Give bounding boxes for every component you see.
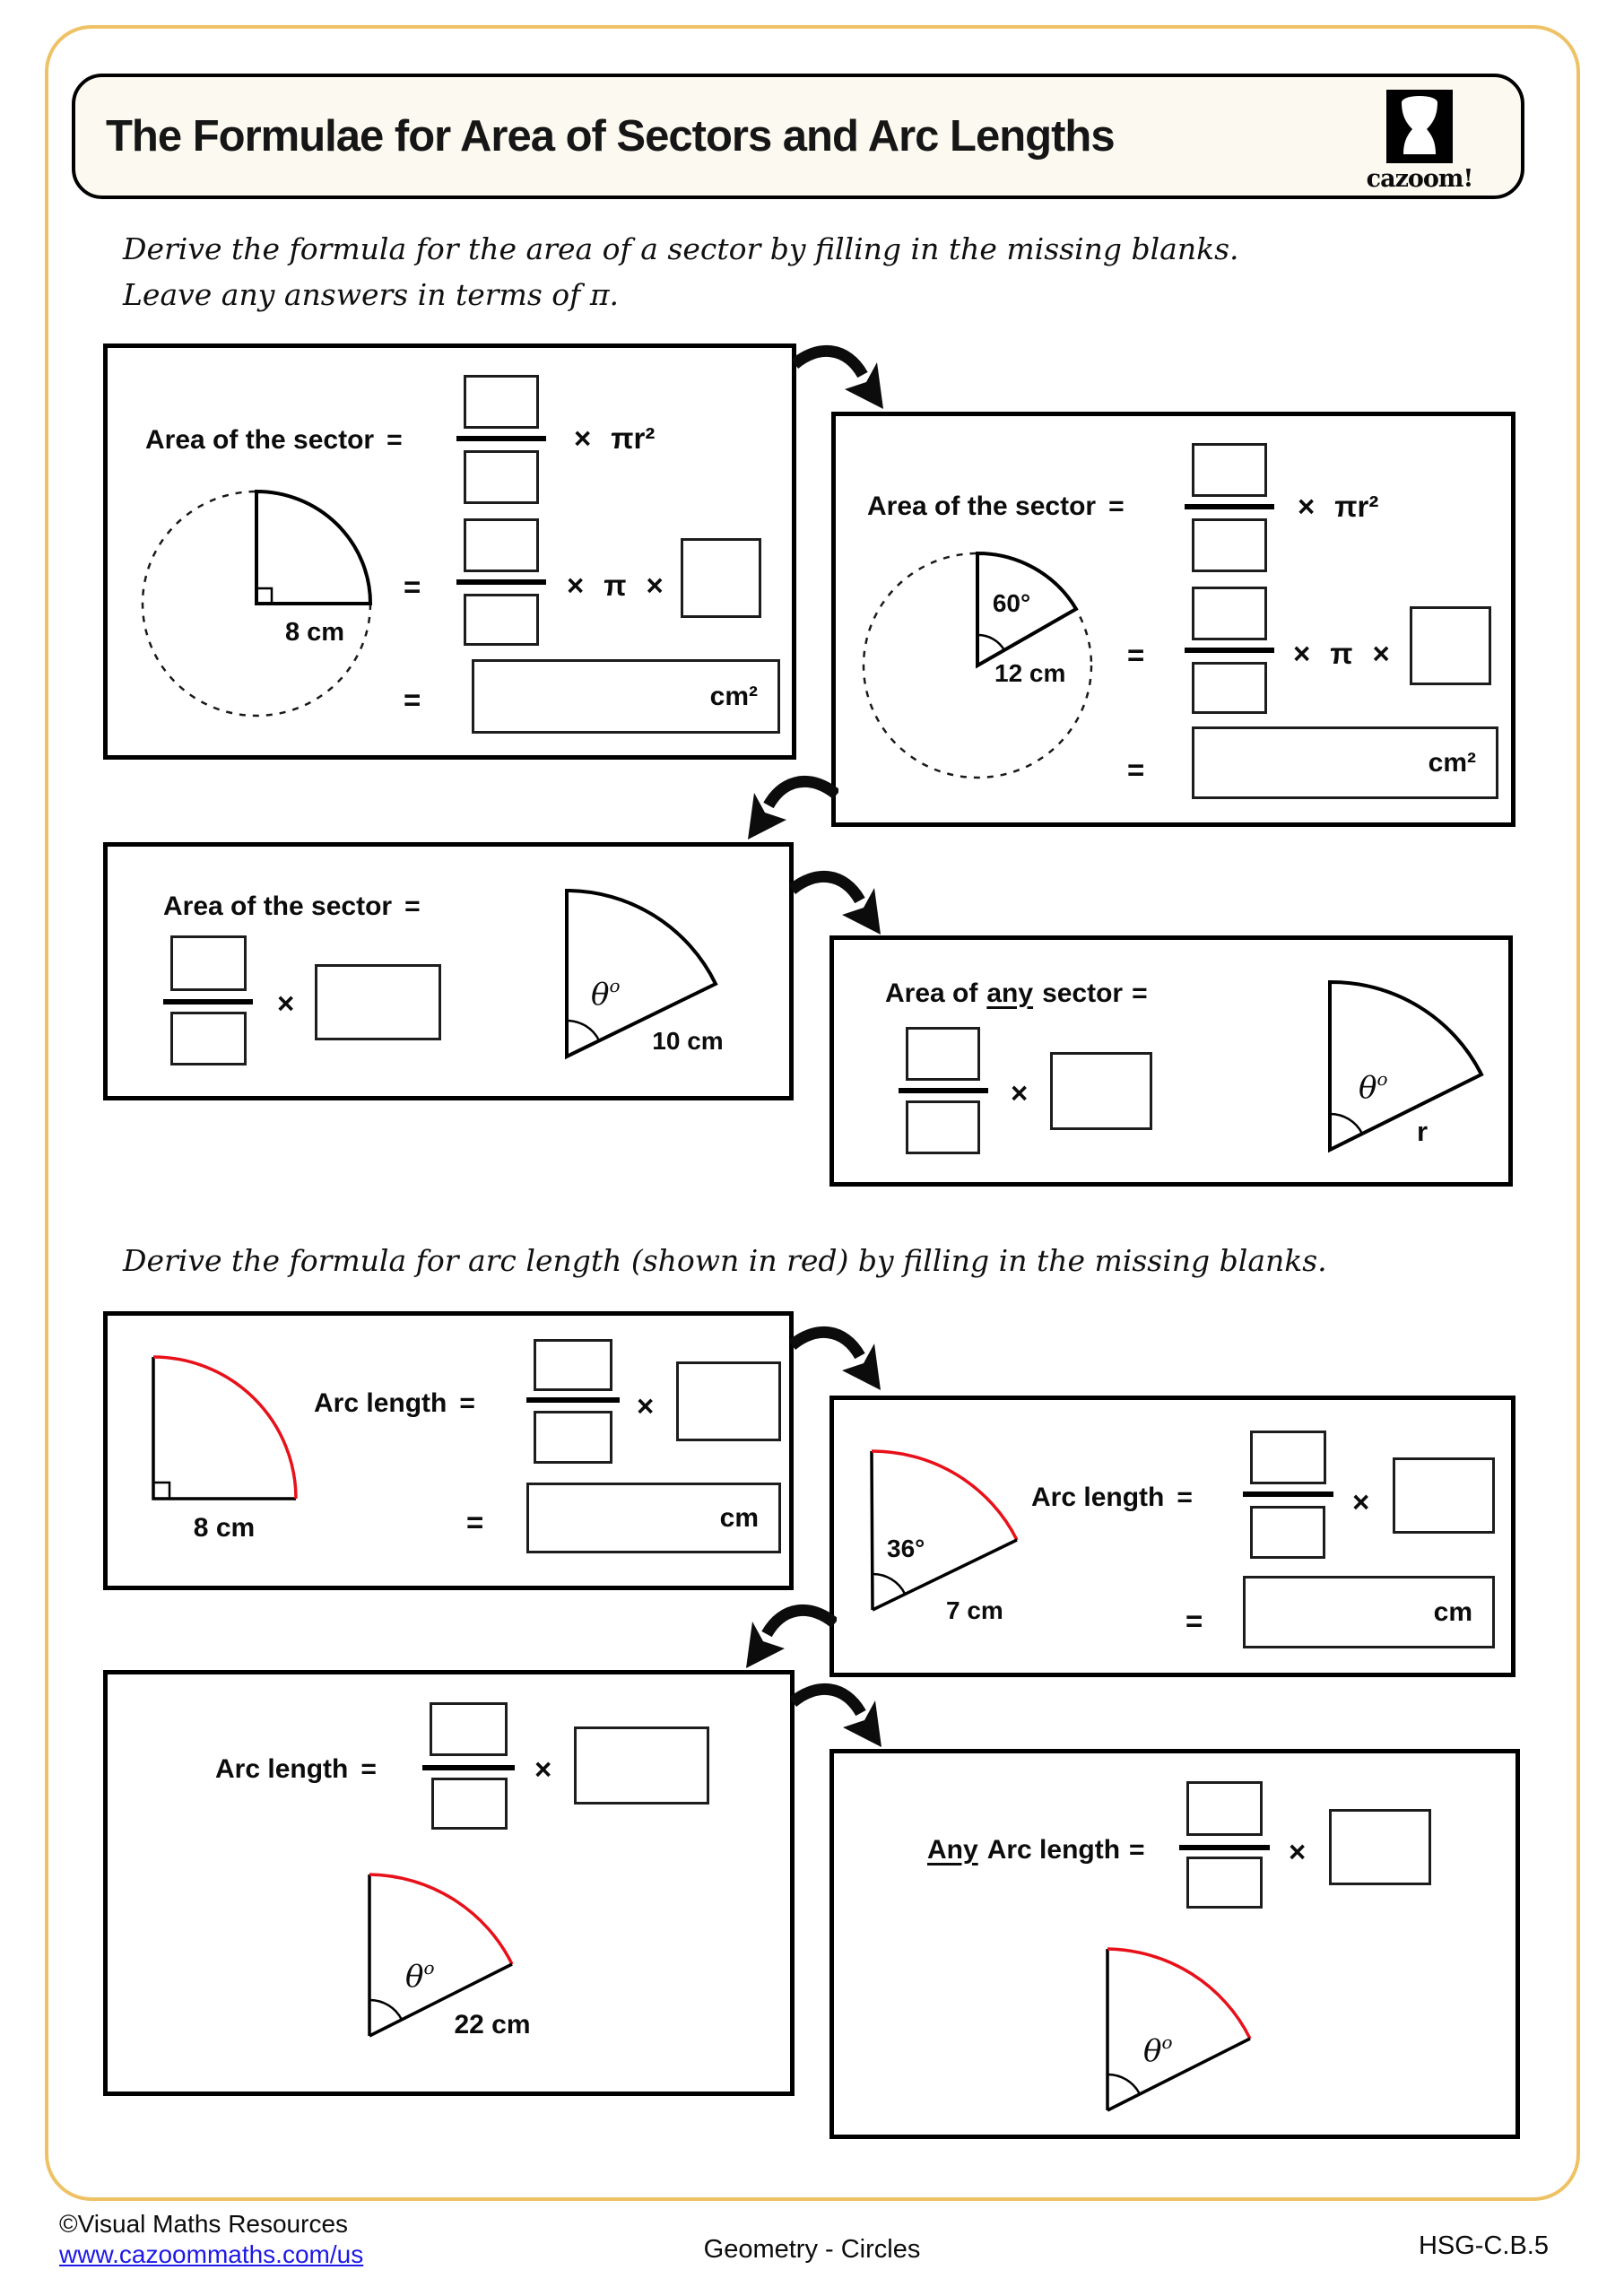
radius-label: 22 cm (454, 2010, 531, 2039)
sector-diagram (354, 1852, 556, 2049)
panel-area-sector-60deg (831, 412, 1515, 827)
unit-label: cm² (709, 681, 758, 711)
denominator-blank[interactable] (464, 594, 539, 646)
fraction-bar (899, 1088, 988, 1093)
equals-sign: = (404, 570, 421, 604)
denominator-blank[interactable] (431, 1778, 508, 1830)
denominator-blank[interactable] (1192, 662, 1267, 714)
equals-sign: = (404, 683, 421, 717)
standard-code: HSG-C.B.5 (1418, 2231, 1549, 2260)
panel-label-text: Area of the sector (145, 425, 375, 455)
fraction-bar (456, 579, 546, 585)
factor-blank[interactable] (574, 1726, 709, 1805)
angle-label: $\theta^o$ (1359, 1068, 1388, 1106)
denominator-blank[interactable] (534, 1411, 612, 1464)
angle-label: $\theta^o$ (405, 1957, 435, 1995)
right-angle-marker (153, 1483, 169, 1499)
panel-label (1031, 1484, 1193, 1511)
radius-label: 8 cm (193, 1513, 256, 1543)
multiply-sign: × (1298, 490, 1316, 523)
cazoom-logo (1361, 90, 1478, 193)
panel-label (885, 980, 1148, 1007)
sector-shape (256, 491, 370, 604)
factor-blank[interactable] (1050, 1052, 1152, 1130)
numerator-blank[interactable] (430, 1702, 508, 1756)
multiply-sign: × (567, 569, 585, 602)
sector-diagram (126, 474, 386, 734)
multiply-sign: × (1289, 1835, 1307, 1868)
factor-blank[interactable] (1329, 1809, 1431, 1885)
sector-diagram (133, 1341, 334, 1552)
panel-label-text: Arc length (215, 1754, 349, 1784)
panel-area-sector-8cm (103, 344, 796, 760)
instruction-area (123, 226, 1239, 317)
denominator-blank[interactable] (170, 1012, 247, 1065)
instruction-area-line2: Leave any answers in terms of π. (123, 277, 620, 313)
copyright-text: ©Visual Maths Resources (59, 2210, 349, 2238)
denominator-blank[interactable] (464, 450, 539, 504)
denominator-blank[interactable] (906, 1100, 980, 1154)
denominator-blank[interactable] (1186, 1857, 1263, 1909)
equals-sign: = (459, 1388, 475, 1418)
djembe-drum-icon (1386, 90, 1453, 163)
sector-shape (872, 1451, 873, 1610)
times-pi-times (567, 570, 664, 600)
sector-fill (1107, 1949, 1250, 2110)
sector-diagram (551, 874, 744, 1066)
brand-name: cazoom! (1366, 165, 1473, 193)
numerator-blank[interactable] (1186, 1781, 1263, 1836)
panel-label-post: sector (1042, 978, 1124, 1008)
result-blank[interactable] (472, 659, 780, 734)
numerator-blank[interactable] (464, 375, 539, 429)
multiply-sign: × (1293, 637, 1311, 670)
fraction-bar (422, 1765, 515, 1770)
panel-label-any: any (986, 978, 1034, 1008)
panel-arc-length-36deg (829, 1396, 1515, 1677)
radius-label: 12 cm (994, 659, 1066, 687)
flow-arrow-icon (791, 1681, 885, 1757)
numerator-blank[interactable] (170, 935, 247, 991)
multiply-sign: × (1352, 1485, 1370, 1518)
flow-arrow-icon (743, 1602, 837, 1678)
arc-highlight (153, 1357, 296, 1499)
fraction-bar (1179, 1845, 1270, 1850)
result-blank[interactable] (1192, 726, 1498, 799)
equals-sign: = (1129, 1835, 1145, 1865)
pi-r-squared-term (574, 423, 655, 453)
panel-label-text: Arc length (1031, 1483, 1165, 1512)
sector-shape (1330, 982, 1481, 1150)
equals-sign: = (1185, 1605, 1203, 1638)
pi-r-squared-term (1298, 491, 1378, 521)
pi-r-squared: πr² (611, 422, 656, 455)
sector-diagram (836, 540, 1132, 800)
numerator-blank[interactable] (534, 1339, 612, 1391)
fraction-bar (1185, 648, 1274, 653)
sector-diagram (1092, 1926, 1294, 2124)
pi-r-squared: πr² (1334, 490, 1379, 523)
website-link[interactable]: www.cazoommaths.com/us (59, 2240, 364, 2268)
denominator-blank[interactable] (1192, 518, 1267, 572)
panel-label (314, 1390, 475, 1417)
title-box (72, 74, 1524, 199)
pi-symbol: π (1330, 637, 1353, 670)
factor-blank[interactable] (676, 1361, 781, 1441)
equals-sign: = (1108, 491, 1125, 521)
equals-sign: = (404, 891, 421, 921)
panel-label (927, 1837, 1145, 1864)
factor-blank[interactable] (1393, 1457, 1495, 1534)
panel-arc-length-theta-22cm (103, 1670, 795, 2096)
panel-area-sector-theta-10cm (103, 842, 794, 1100)
panel-any-arc-length (829, 1749, 1520, 2139)
panel-arc-length-8cm (103, 1311, 794, 1590)
equals-sign: = (1177, 1483, 1193, 1512)
angle-label: 60° (992, 589, 1031, 617)
multiply-sign: × (534, 1752, 552, 1786)
multiply-sign: × (1372, 637, 1390, 670)
multiply-sign: × (637, 1389, 655, 1422)
pi-symbol: π (604, 569, 627, 602)
panel-label (145, 427, 403, 454)
flow-arrow-icon (790, 1324, 884, 1400)
sector-diagram (850, 1436, 1052, 1629)
panel-label-post: Arc length (986, 1835, 1121, 1865)
panel-label (215, 1756, 377, 1783)
result-blank[interactable] (526, 1483, 781, 1553)
panel-label-text: Arc length (314, 1388, 447, 1418)
page-title: The Formulae for Area of Sectors and Arc Lengths (106, 112, 1115, 161)
flow-arrow-icon (793, 343, 887, 419)
angle-label: 36° (887, 1535, 925, 1562)
radius-label: 7 cm (946, 1596, 1003, 1624)
flow-arrow-icon (744, 773, 838, 849)
factor-blank[interactable] (1410, 606, 1491, 685)
equals-sign: = (386, 425, 403, 455)
denominator-blank[interactable] (1250, 1506, 1325, 1559)
unit-label: cm² (1428, 747, 1476, 778)
instruction-arc: Derive the formula for arc length (shown in red) by filling in the missing blanks. (123, 1243, 1327, 1278)
multiply-sign: × (574, 422, 592, 455)
numerator-blank[interactable] (1192, 443, 1267, 497)
radius-label: 8 cm (284, 618, 345, 647)
panel-label (163, 893, 421, 920)
multiply-sign: × (277, 987, 295, 1020)
unit-label: cm (719, 1502, 759, 1533)
numerator-blank[interactable] (906, 1027, 980, 1081)
result-blank[interactable] (1243, 1576, 1495, 1648)
angle-label: $\theta^o$ (1143, 2031, 1173, 2069)
equals-sign: = (360, 1754, 377, 1784)
factor-blank[interactable] (681, 538, 761, 618)
sector-diagram (1314, 965, 1507, 1158)
radius-label: r (1417, 1116, 1429, 1147)
panel-label-pre: Area of (885, 978, 978, 1008)
fraction-bar (1243, 1492, 1333, 1497)
equals-sign: = (1127, 639, 1145, 672)
numerator-blank[interactable] (464, 518, 539, 572)
angle-label: $\theta^o$ (591, 975, 621, 1013)
panel-label-any: Any (927, 1835, 978, 1865)
radius-label: 10 cm (652, 1027, 724, 1055)
fraction-bar (526, 1397, 620, 1403)
sector-fill (872, 1451, 1017, 1610)
flow-arrow-icon (790, 868, 884, 944)
equals-sign: = (1127, 753, 1145, 787)
fraction-bar (456, 436, 546, 441)
multiply-sign: × (646, 569, 664, 602)
panel-area-any-sector (829, 935, 1513, 1187)
fraction-bar (163, 999, 253, 1004)
numerator-blank[interactable] (1250, 1431, 1326, 1484)
topic-label: Geometry - Circles (703, 2235, 921, 2264)
sector-shape (153, 1357, 296, 1499)
panel-label-text: Area of the sector (163, 891, 393, 921)
instruction-area-line1: Derive the formula for the area of a sector by filling in the missing blanks. (123, 231, 1239, 266)
equals-sign: = (1132, 978, 1148, 1008)
multiply-sign: × (1011, 1076, 1029, 1109)
times-pi-times (1293, 639, 1390, 668)
panel-label-text: Area of the sector (867, 491, 1097, 521)
unit-label: cm (1433, 1596, 1472, 1627)
panel-label (867, 493, 1125, 520)
equals-sign: = (466, 1506, 484, 1539)
fraction-bar (1185, 504, 1274, 509)
numerator-blank[interactable] (1192, 587, 1267, 640)
factor-blank[interactable] (315, 964, 441, 1040)
